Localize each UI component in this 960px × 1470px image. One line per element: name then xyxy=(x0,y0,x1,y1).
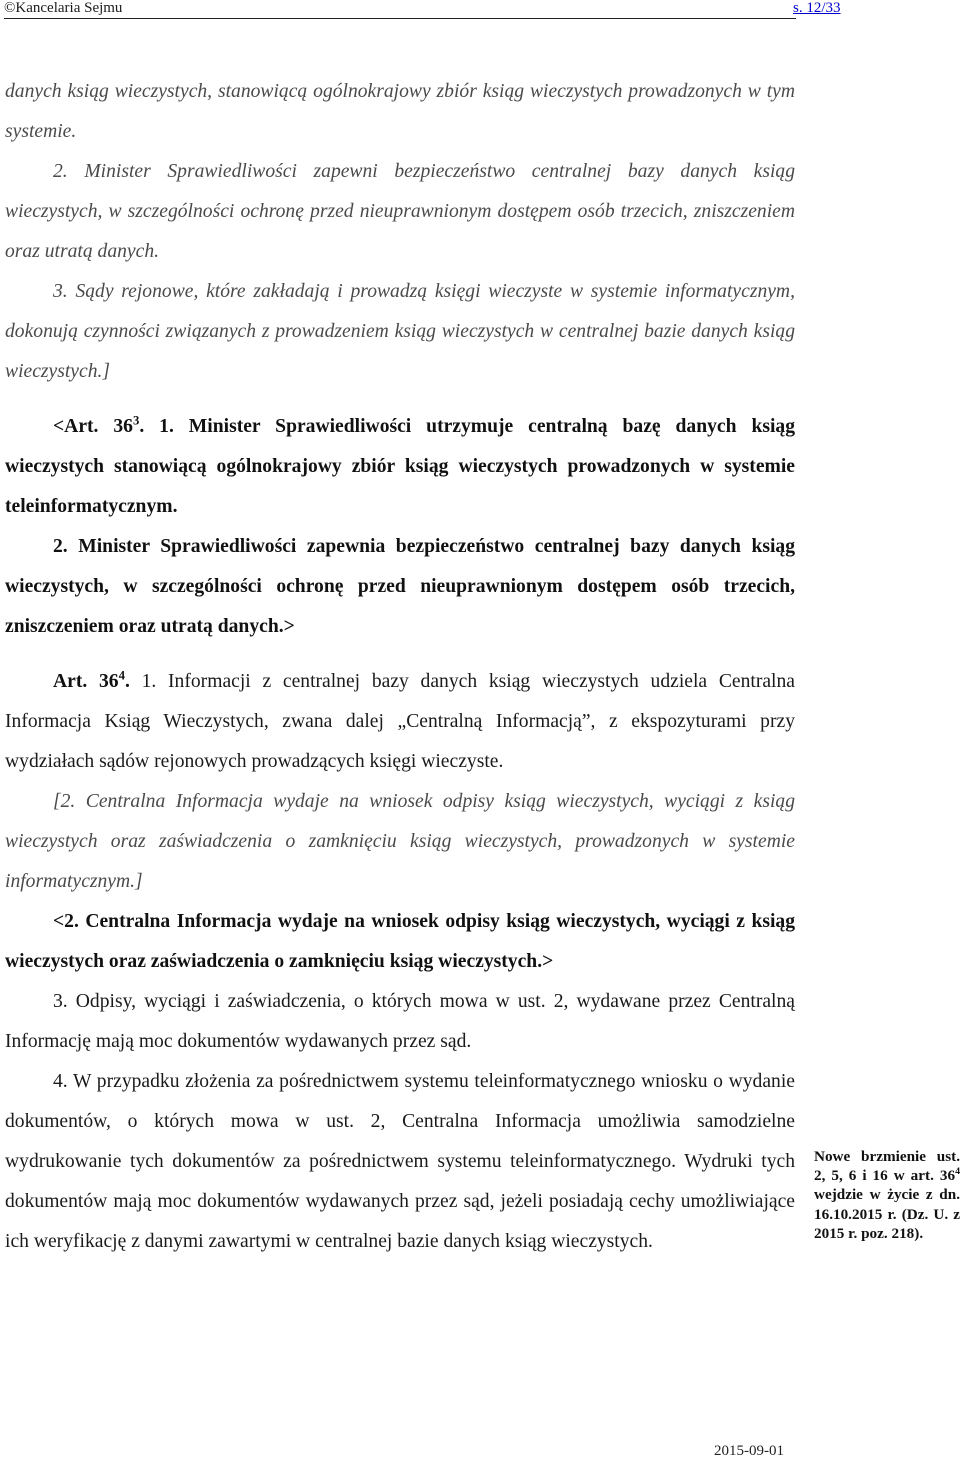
article-36-3-label: <Art. 36 xyxy=(53,416,133,437)
paragraph-ust-2-new-bracket: <2. Centralna Informacja wydaje na wniosek odpisy ksiąg wieczystych, wyciągi z ksiąg wieczystych oraz zaświadczenia o zamknięciu ksiąg wieczystych.> xyxy=(5,911,795,972)
header-divider xyxy=(4,18,796,19)
margin-note-text-a: Nowe brzmienie ust. 2, 5, 6 i 16 w art. 36 xyxy=(814,1148,960,1185)
margin-note-superscript: 4 xyxy=(955,1166,960,1178)
paragraph-ust-2-old: 2. Minister Sprawiedliwości zapewni bezpieczeństwo centralnej bazy danych ksiąg wieczystych, w szczególności ochronę przed nieuprawnionym dostępem osób trzecich, zniszczeniem oraz utratą danych. xyxy=(5,161,795,262)
footer-date: 2015-09-01 xyxy=(714,1443,784,1459)
paragraph-ust-3-old: 3. Sądy rejonowe, które zakładają i prowadzą księgi wieczyste w systemie informatycznym, dokonują czynności związanych z prowadzeniem ksiąg wieczystych w centralnej bazie danych ksiąg wieczystych.] xyxy=(5,281,795,382)
margin-note-text-b: wejdzie w życie z dn. 16.10.2015 r. (Dz. U. z 2015 r. poz. 218). xyxy=(814,1186,960,1242)
article-36-4-superscript: 4 xyxy=(118,668,125,683)
paragraph-continuation: danych ksiąg wieczystych, stanowiącą ogólnokrajowy zbiór ksiąg wieczystych prowadzonych w tym systemie. xyxy=(5,81,795,142)
header-publisher: ©Kancelaria Sejmu xyxy=(4,0,123,16)
article-36-4-label-text: Art. 36 xyxy=(53,671,119,692)
article-36-4-label-dot: . xyxy=(124,671,130,692)
article-36-3-text: . 1. Minister Sprawiedliwości utrzymuje centralną bazę danych ksiąg wieczystych stanowiącą ogólnokrajowy zbiór ksiąg wieczystych prowadzonych w systemie teleinformatycznym. xyxy=(5,416,796,517)
article-36-4-text: 1. Informacji z centralnej bazy danych ksiąg wieczystych udziela Centralna Informacja Ksiąg Wieczystych, zwana dalej „Centralną Informacją”, z ekspozyturami przy wydziałach sądów rejonowych prowadzących księgi wieczyste. xyxy=(5,671,795,772)
article-36-4-label xyxy=(53,668,130,692)
article-36-3-ust-2-new: 2. Minister Sprawiedliwości zapewnia bezpieczeństwo centralnej bazy danych ksiąg wieczystych, w szczególności ochronę przed nieuprawnionym dostępem osób trzecich, zniszczeniem oraz utratą danych.> xyxy=(5,536,795,637)
paragraph-ust-2-old-bracket: [2. Centralna Informacja wydaje na wniosek odpisy ksiąg wieczystych, wyciągi z ksiąg wieczystych oraz zaświadczenia o zamknięciu ksiąg wieczystych, prowadzonych w systemie informatycznym.] xyxy=(5,791,795,892)
margin-note xyxy=(814,1147,960,1243)
article-36-3-new xyxy=(5,407,795,527)
article-36-3-superscript: 3 xyxy=(132,413,140,428)
paragraph-ust-4: 4. W przypadku złożenia za pośrednictwem systemu teleinformatycznego wniosku o wydanie dokumentów, o których mowa w ust. 2, Centralna Informacja umożliwia samodzielne wydrukowanie tych dokumentów za pośrednictwem systemu teleinformatycznego. Wydruki tych dokumentów mają moc dokumentów wydawanych przez sąd, jeżeli posiadają cechy umożliwiające ich weryfikację z danymi zawartymi w centralnej bazie danych ksiąg wieczystych. xyxy=(5,1071,795,1252)
article-36-4 xyxy=(5,662,795,782)
page-number-link[interactable]: s. 12/33 xyxy=(793,0,841,16)
page-header xyxy=(0,0,960,24)
paragraph-ust-3: 3. Odpisy, wyciągi i zaświadczenia, o których mowa w ust. 2, wydawane przez Centralną Informację mają moc dokumentów wydawanych przez sąd. xyxy=(5,991,795,1052)
document-body xyxy=(5,72,795,1262)
